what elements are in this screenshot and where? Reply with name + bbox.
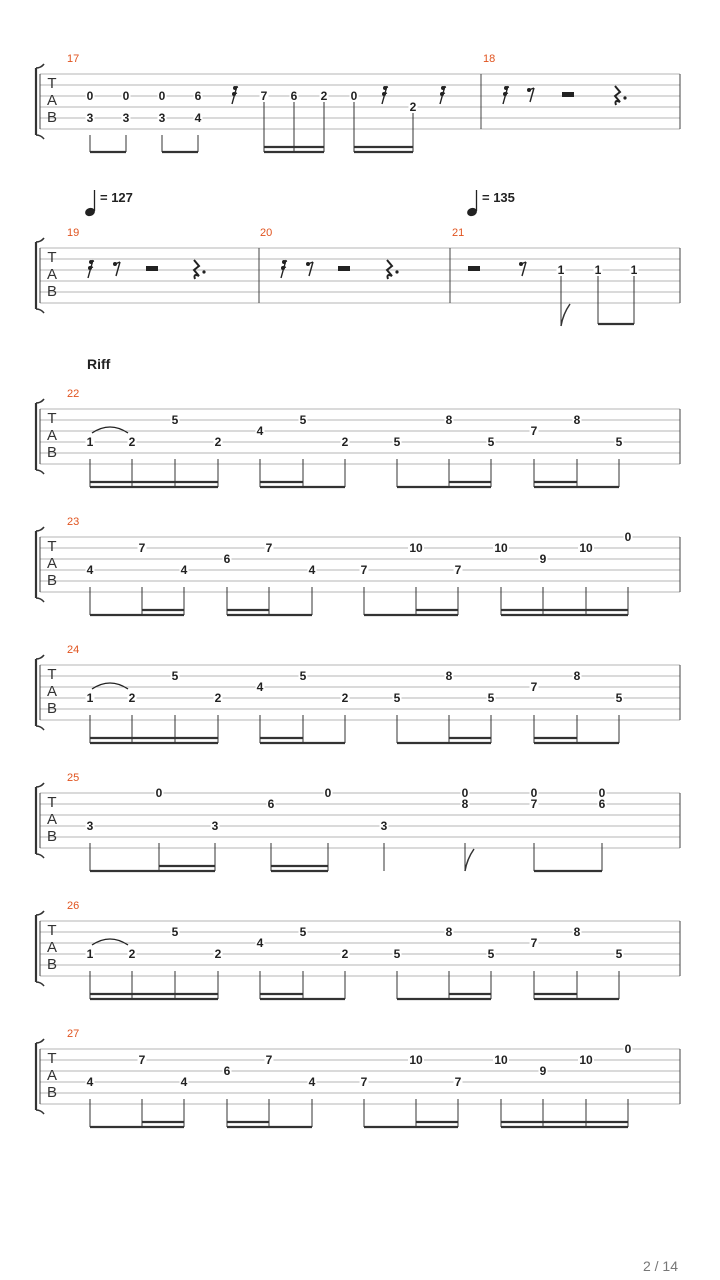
- measure-number-17: 17: [67, 53, 80, 65]
- fret-number: 4: [308, 563, 316, 577]
- tab-clef-b: B: [46, 956, 58, 973]
- tie: [92, 427, 128, 433]
- tab-clef-t: T: [47, 922, 57, 939]
- fret-number: 5: [299, 413, 307, 427]
- fret-number: 4: [256, 424, 264, 438]
- fret-number: 3: [380, 819, 388, 833]
- fret-number: 4: [194, 111, 202, 125]
- flag: [561, 304, 570, 326]
- fret-number: 8: [573, 925, 581, 939]
- fret-number: 6: [194, 89, 202, 103]
- rest-flag: [283, 267, 286, 268]
- tab-clef-a: A: [46, 427, 58, 444]
- bracket-hook-top: [36, 238, 44, 242]
- tab-clef-t: T: [47, 410, 57, 427]
- fret-number: 5: [615, 947, 623, 961]
- fret-number: 2: [341, 435, 349, 449]
- rest-flag: [385, 87, 388, 88]
- rest-flag: [506, 87, 509, 88]
- fret-number: 7: [360, 1075, 368, 1089]
- tab-clef-b: B: [46, 109, 58, 126]
- fret-number: 6: [223, 552, 231, 566]
- fret-number: 1: [86, 435, 94, 449]
- text-layer: [47, 53, 638, 1101]
- fret-number: 8: [461, 797, 469, 811]
- fret-number: 5: [615, 691, 623, 705]
- fret-number: 8: [445, 413, 453, 427]
- fret-number: 7: [530, 424, 538, 438]
- fret-number: 5: [487, 691, 495, 705]
- fret-number: 7: [530, 680, 538, 694]
- fret-number: 7: [138, 1053, 146, 1067]
- tab-clef-b: B: [46, 444, 58, 461]
- fret-number: 10: [579, 1053, 593, 1067]
- fret-number: 5: [393, 691, 401, 705]
- half-rest: [468, 266, 480, 271]
- fret-number: 8: [573, 669, 581, 683]
- bracket-hook-bottom: [36, 726, 44, 730]
- measure-number-20: 20: [260, 227, 273, 239]
- fret-number: 0: [530, 786, 538, 800]
- fret-number: 7: [265, 541, 273, 555]
- dot: [395, 270, 398, 273]
- bracket-hook-bottom: [36, 598, 44, 602]
- fret-number: 6: [223, 1064, 231, 1078]
- rest-flag: [505, 93, 508, 94]
- fret-number: 0: [598, 786, 606, 800]
- measure-number-21: 21: [452, 227, 465, 239]
- bracket-hook-bottom: [36, 982, 44, 986]
- fret-number: 2: [128, 691, 136, 705]
- rest-flag: [443, 87, 446, 88]
- rest-flag: [284, 261, 287, 262]
- tie: [92, 939, 128, 945]
- fret-number: 5: [171, 413, 179, 427]
- bracket-hook-bottom: [36, 854, 44, 858]
- fret-number: 4: [308, 1075, 316, 1089]
- fret-number: 1: [594, 263, 602, 277]
- tab-clef-b: B: [46, 828, 58, 845]
- fret-number: 3: [211, 819, 219, 833]
- tab-clef-t: T: [47, 538, 57, 555]
- fret-number: 1: [86, 691, 94, 705]
- fret-number: 5: [393, 435, 401, 449]
- fret-number: 0: [624, 1042, 632, 1056]
- rest-flag: [234, 93, 237, 94]
- tab-clef-b: B: [46, 1084, 58, 1101]
- bracket-hook-top: [36, 399, 44, 403]
- fret-number: 4: [180, 1075, 188, 1089]
- tempo-127: = 127: [100, 190, 133, 205]
- fret-number: 2: [214, 947, 222, 961]
- bracket-hook-bottom: [36, 470, 44, 474]
- tab-clef-t: T: [47, 794, 57, 811]
- fret-number: 0: [122, 89, 130, 103]
- fret-number: 7: [260, 89, 268, 103]
- half-rest: [146, 266, 158, 271]
- fret-number: 5: [171, 669, 179, 683]
- fret-number: 7: [360, 563, 368, 577]
- tab-clef-t: T: [47, 666, 57, 683]
- rest-flag: [235, 87, 238, 88]
- fret-number: 4: [180, 563, 188, 577]
- fret-number: 2: [128, 435, 136, 449]
- fret-number: 1: [86, 947, 94, 961]
- measure-number-26: 26: [67, 900, 80, 912]
- fret-number: 3: [122, 111, 130, 125]
- fret-number: 8: [573, 413, 581, 427]
- fret-number: 9: [539, 1064, 547, 1078]
- fret-number: 2: [214, 435, 222, 449]
- dot: [202, 270, 205, 273]
- bracket-hook-top: [36, 64, 44, 68]
- fret-number: 10: [494, 541, 508, 555]
- fret-number: 2: [341, 947, 349, 961]
- fret-number: 7: [138, 541, 146, 555]
- tab-clef-t: T: [47, 249, 57, 266]
- half-rest: [338, 266, 350, 271]
- bracket-hook-bottom: [36, 135, 44, 139]
- measure-number-22: 22: [67, 388, 80, 400]
- tie: [92, 683, 128, 689]
- fret-number: 4: [86, 563, 94, 577]
- bracket-hook-bottom: [36, 1110, 44, 1114]
- measure-number-27: 27: [67, 1028, 80, 1040]
- fret-number: 2: [409, 100, 417, 114]
- rest-flag: [91, 261, 94, 262]
- fret-number: 0: [86, 89, 94, 103]
- rest-flag: [384, 93, 387, 94]
- tab-clef-t: T: [47, 75, 57, 92]
- tab-clef-b: B: [46, 700, 58, 717]
- fret-number: 5: [487, 435, 495, 449]
- tab-clef-a: A: [46, 811, 58, 828]
- fret-number: 5: [487, 947, 495, 961]
- fret-number: 0: [155, 786, 163, 800]
- bracket-hook-bottom: [36, 309, 44, 313]
- tab-clef-a: A: [46, 92, 58, 109]
- stems-layer: [86, 91, 639, 1127]
- tab-clef-b: B: [46, 572, 58, 589]
- tab-clef-b: B: [46, 283, 58, 300]
- bracket-hook-top: [36, 527, 44, 531]
- measure-number-19: 19: [67, 227, 80, 239]
- fret-number: 2: [341, 691, 349, 705]
- fret-number: 3: [86, 111, 94, 125]
- bracket-hook-top: [36, 911, 44, 915]
- fret-number: 7: [454, 1075, 462, 1089]
- fret-number: 5: [393, 947, 401, 961]
- measure-number-25: 25: [67, 772, 80, 784]
- fret-number: 4: [256, 680, 264, 694]
- fret-number: 4: [86, 1075, 94, 1089]
- fret-number: 0: [624, 530, 632, 544]
- fret-number: 1: [557, 263, 565, 277]
- fret-number: 8: [445, 669, 453, 683]
- tab-clef-t: T: [47, 1050, 57, 1067]
- section-label-riff: Riff: [87, 356, 111, 372]
- fret-number: 2: [320, 89, 328, 103]
- tab-clef-a: A: [46, 1067, 58, 1084]
- measure-number-18: 18: [483, 53, 496, 65]
- fret-number: 5: [615, 435, 623, 449]
- fret-number: 10: [494, 1053, 508, 1067]
- measure-number-24: 24: [67, 644, 80, 656]
- tempo-135: = 135: [482, 190, 515, 205]
- fret-number: 0: [158, 89, 166, 103]
- fret-number: 7: [530, 797, 538, 811]
- fret-number: 10: [409, 541, 423, 555]
- flag: [465, 849, 474, 871]
- rest-flag: [442, 93, 445, 94]
- fret-number: 6: [598, 797, 606, 811]
- fret-number: 3: [86, 819, 94, 833]
- fret-number: 1: [630, 263, 638, 277]
- fret-number: 3: [158, 111, 166, 125]
- fret-number: 10: [579, 541, 593, 555]
- fret-number: 2: [128, 947, 136, 961]
- fret-number: 5: [171, 925, 179, 939]
- fret-number: 0: [461, 786, 469, 800]
- fret-number: 10: [409, 1053, 423, 1067]
- fret-number: 7: [530, 936, 538, 950]
- measure-number-23: 23: [67, 516, 80, 528]
- tab-clef-a: A: [46, 555, 58, 572]
- rest-flag: [90, 267, 93, 268]
- fret-number: 0: [324, 786, 332, 800]
- fret-number: 9: [539, 552, 547, 566]
- fret-number: 0: [350, 89, 358, 103]
- fret-number: 5: [299, 925, 307, 939]
- fret-number: 6: [267, 797, 275, 811]
- fret-number: 7: [454, 563, 462, 577]
- fret-number: 2: [214, 691, 222, 705]
- fret-number: 6: [290, 89, 298, 103]
- fret-number: 5: [299, 669, 307, 683]
- bracket-hook-top: [36, 783, 44, 787]
- tab-clef-a: A: [46, 939, 58, 956]
- tab-clef-a: A: [46, 683, 58, 700]
- dot: [623, 96, 626, 99]
- fret-number: 8: [445, 925, 453, 939]
- fret-number: 4: [256, 936, 264, 950]
- half-rest: [562, 92, 574, 97]
- bracket-hook-top: [36, 1039, 44, 1043]
- page-number: 2 / 14: [642, 1258, 678, 1274]
- bracket-hook-top: [36, 655, 44, 659]
- fret-number: 7: [265, 1053, 273, 1067]
- tab-clef-a: A: [46, 266, 58, 283]
